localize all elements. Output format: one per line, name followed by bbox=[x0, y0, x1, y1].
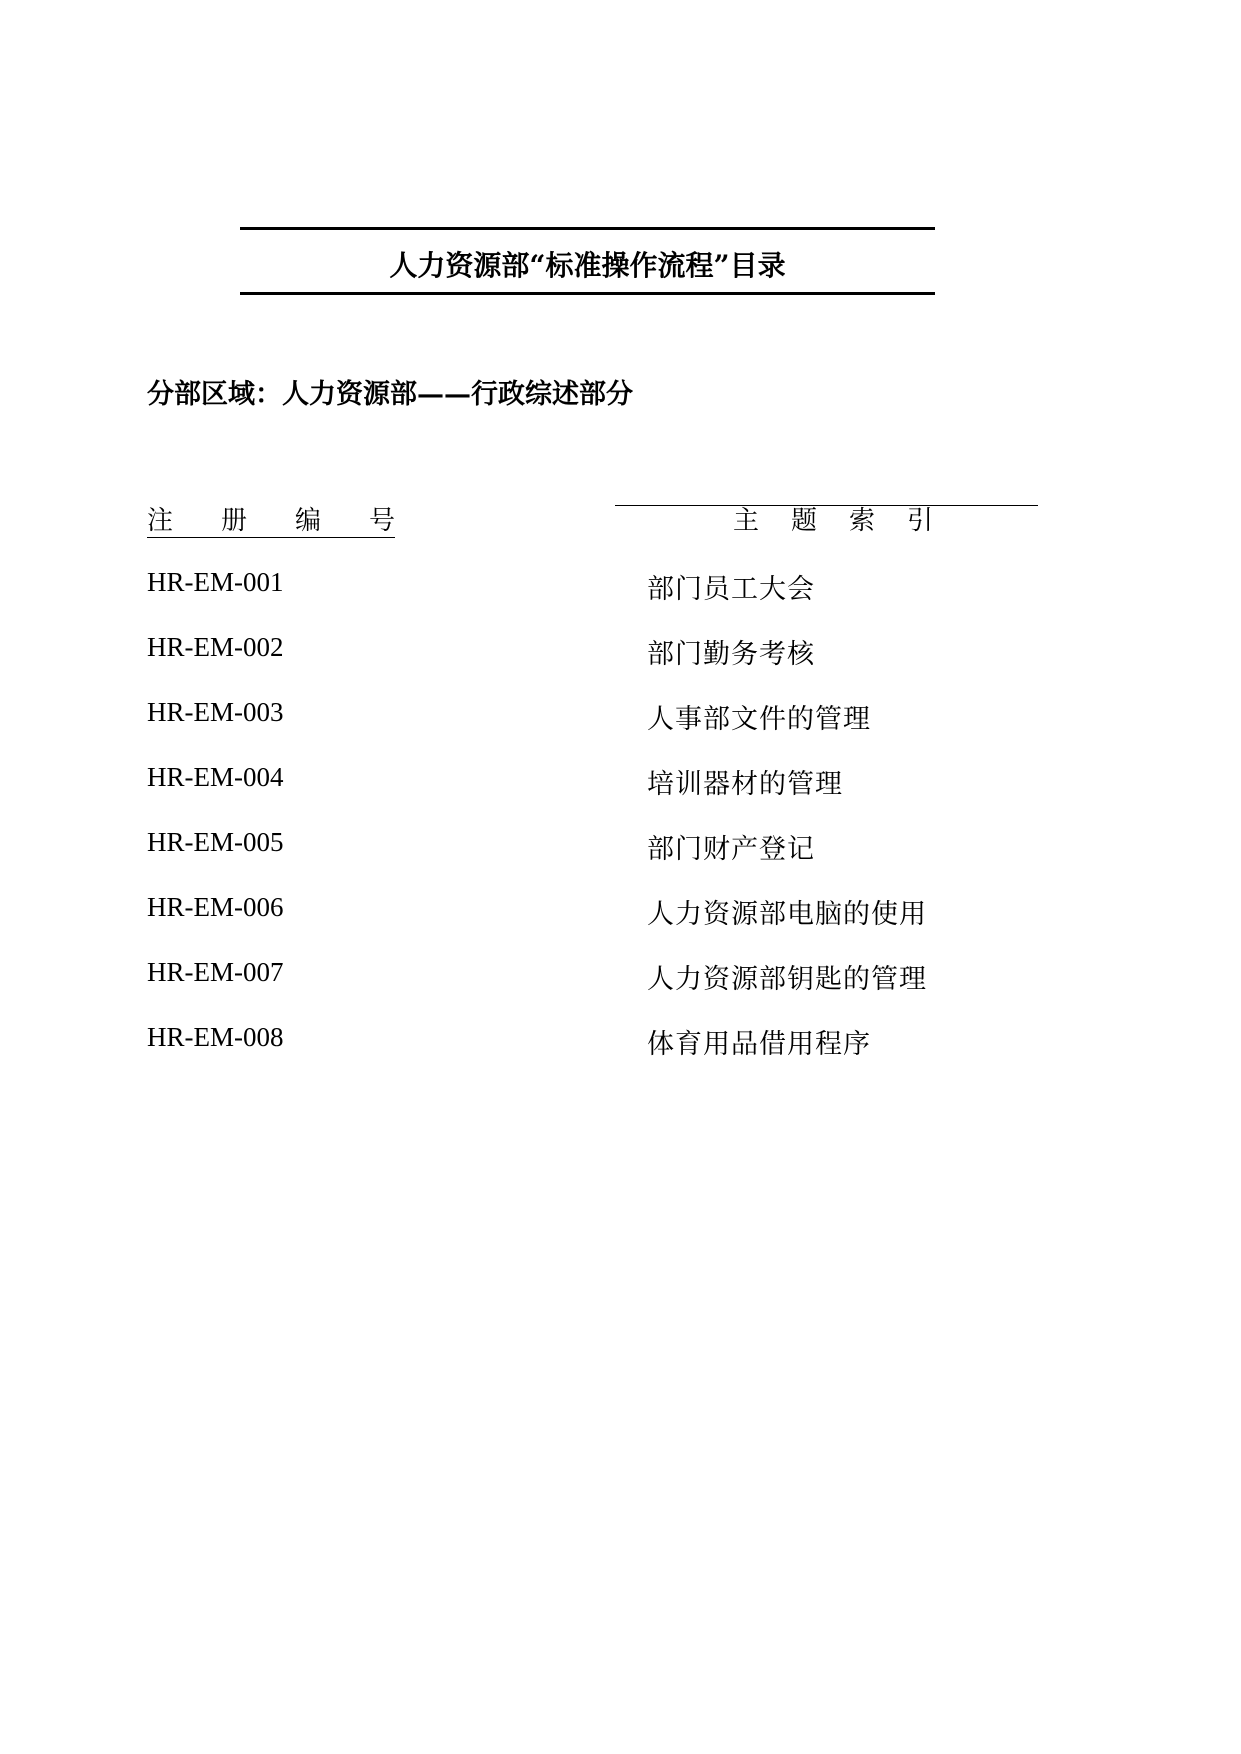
column-header-char: 主 bbox=[733, 506, 760, 536]
entry-topic: 体育用品借用程序 bbox=[647, 1029, 871, 1060]
entry-code: HR-EM-002 bbox=[147, 632, 284, 662]
list-item bbox=[0, 957, 1241, 1022]
page-title: 人力资源部“标准操作流程”目录 bbox=[389, 249, 786, 282]
title-block bbox=[240, 227, 935, 295]
section-heading: 分部区域：人力资源部——行政综述部分 bbox=[147, 379, 633, 410]
list-item bbox=[0, 1022, 1241, 1087]
column-header-char: 注 bbox=[147, 506, 174, 536]
list-item bbox=[0, 892, 1241, 957]
list-item bbox=[0, 697, 1241, 762]
column-header-char: 题 bbox=[790, 506, 817, 536]
entry-code: HR-EM-005 bbox=[147, 827, 284, 857]
entry-list bbox=[0, 567, 1241, 1087]
entry-topic: 人事部文件的管理 bbox=[647, 704, 871, 735]
list-item bbox=[0, 827, 1241, 892]
entry-code: HR-EM-003 bbox=[147, 697, 284, 727]
list-item bbox=[0, 632, 1241, 697]
column-header-char: 号 bbox=[368, 506, 395, 536]
column-header-char: 册 bbox=[220, 506, 247, 536]
entry-code: HR-EM-006 bbox=[147, 892, 284, 922]
entry-topic: 部门勤务考核 bbox=[647, 639, 815, 670]
list-item bbox=[0, 762, 1241, 827]
column-header-subject-index bbox=[615, 505, 1038, 536]
entry-topic: 部门员工大会 bbox=[647, 574, 815, 605]
entry-topic: 部门财产登记 bbox=[647, 834, 815, 865]
entry-code: HR-EM-008 bbox=[147, 1022, 284, 1052]
column-header-char: 引 bbox=[906, 506, 933, 536]
entry-code: HR-EM-004 bbox=[147, 762, 284, 792]
entry-code: HR-EM-007 bbox=[147, 957, 284, 987]
entry-topic: 培训器材的管理 bbox=[647, 769, 843, 800]
column-header-char: 索 bbox=[848, 506, 875, 536]
entry-topic: 人力资源部电脑的使用 bbox=[647, 899, 927, 930]
list-item bbox=[0, 567, 1241, 632]
entry-code: HR-EM-001 bbox=[147, 567, 284, 597]
entry-topic: 人力资源部钥匙的管理 bbox=[647, 964, 927, 995]
column-header-char: 编 bbox=[294, 506, 321, 536]
column-header-registration-no bbox=[147, 505, 395, 538]
